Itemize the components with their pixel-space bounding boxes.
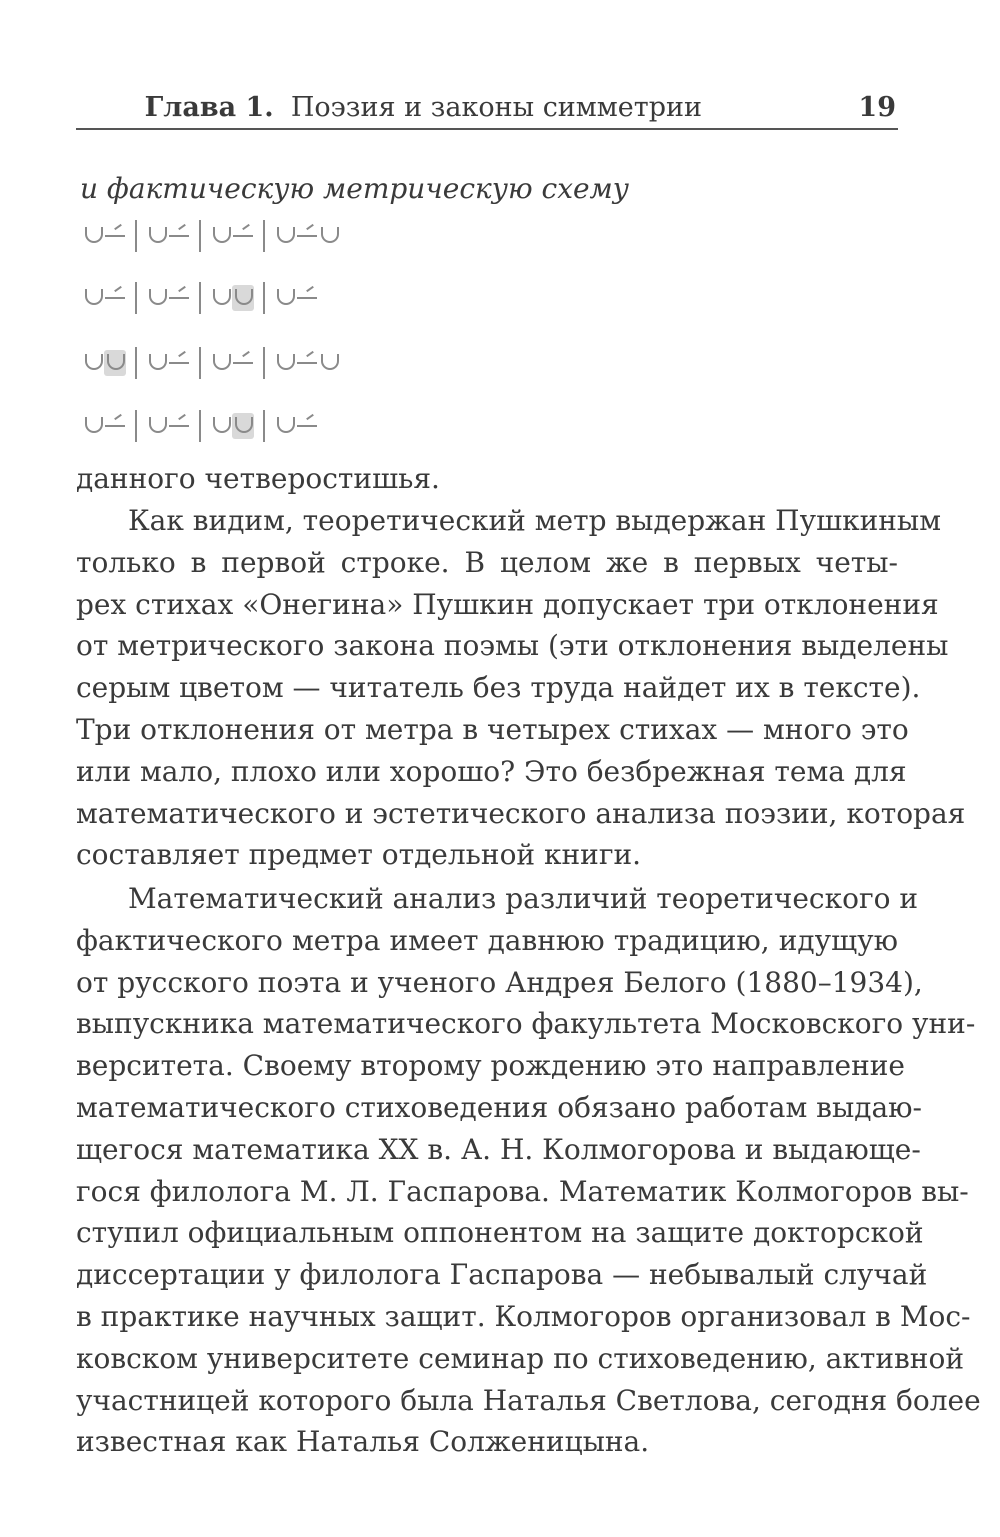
text-line: ступил официальным оппонентом на защите докторской bbox=[76, 1216, 924, 1250]
unstressed-syllable-mark bbox=[318, 223, 340, 249]
stressed-syllable-mark bbox=[296, 285, 318, 311]
text-line: рех стихах «Онегина» Пушкин допускает три отклонения bbox=[76, 587, 939, 621]
unstressed-syllable-mark bbox=[82, 285, 104, 311]
chapter-label: Глава 1. bbox=[144, 92, 274, 123]
chapter-title: Поэзия и законы симметрии bbox=[290, 92, 702, 123]
scheme-row-4 bbox=[82, 410, 318, 446]
text-line: гося филолога М. Л. Гаспарова. Математик Колмогоров вы- bbox=[76, 1174, 969, 1208]
unstressed-syllable-mark bbox=[274, 223, 296, 249]
text-line: математического и эстетического анализа поэзии, которая bbox=[76, 796, 966, 830]
text-line: данного четверостишья. bbox=[76, 462, 440, 495]
text-line: известная как Наталья Солженицына. bbox=[76, 1425, 650, 1459]
stressed-syllable-mark bbox=[296, 413, 318, 439]
foot-divider bbox=[135, 347, 137, 379]
page-number: 19 bbox=[858, 92, 896, 123]
unstressed-syllable-mark bbox=[82, 350, 104, 376]
unstressed-syllable-mark bbox=[82, 413, 104, 439]
scheme-intro: и фактическую метрическую схему bbox=[80, 172, 630, 205]
unstressed-syllable-mark bbox=[146, 350, 168, 376]
text-line: от метрического закона поэмы (эти отклонения выделены bbox=[76, 629, 949, 663]
stressed-syllable-mark bbox=[168, 223, 190, 249]
foot-divider bbox=[263, 410, 265, 442]
foot-divider bbox=[135, 220, 137, 252]
text-line: от русского поэта и ученого Андрея Белого (1880–1934), bbox=[76, 965, 923, 999]
foot-divider bbox=[263, 282, 265, 314]
text-line: математического стиховедения обязано работам выдаю- bbox=[76, 1090, 923, 1124]
text-line: или мало, плохо или хорошо? Это безбрежная тема для bbox=[76, 754, 907, 788]
stressed-syllable-mark bbox=[296, 350, 318, 376]
text-line: составляет предмет отдельной книги. bbox=[76, 838, 642, 872]
stressed-syllable-mark bbox=[232, 223, 254, 249]
unstressed-syllable-mark bbox=[274, 350, 296, 376]
text-line: щегося математика XX в. А. Н. Колмогорова и выдающе- bbox=[76, 1132, 921, 1166]
foot-divider bbox=[135, 282, 137, 314]
scheme-row-2 bbox=[82, 282, 318, 318]
text-line: фактического метра имеет давнюю традицию, идущую bbox=[76, 923, 898, 957]
stressed-syllable-mark bbox=[232, 350, 254, 376]
foot-divider bbox=[135, 410, 137, 442]
unstressed-syllable-mark bbox=[318, 350, 340, 376]
header-rule bbox=[76, 128, 898, 130]
paragraph-1 bbox=[76, 500, 966, 876]
text-line: только в первой строке. В целом же в первых четы- bbox=[76, 545, 898, 579]
unstressed-syllable-mark bbox=[146, 223, 168, 249]
unstressed-syllable-mark bbox=[146, 285, 168, 311]
unstressed-syllable-mark bbox=[146, 413, 168, 439]
foot-divider bbox=[199, 220, 201, 252]
stressed-syllable-mark bbox=[296, 223, 318, 249]
text-line: диссертации у филолога Гаспарова — небывалый случай bbox=[76, 1258, 928, 1292]
text-line: серым цветом — читатель без труда найдет их в тексте). bbox=[76, 671, 921, 705]
foot-divider bbox=[263, 220, 265, 252]
text-line: участницей которого была Наталья Светлова, сегодня более bbox=[76, 1383, 981, 1417]
unstressed-syllable-mark bbox=[210, 285, 232, 311]
text-line: Математический анализ различий теоретического и bbox=[128, 882, 919, 915]
foot-divider bbox=[199, 410, 201, 442]
stressed-syllable-mark bbox=[104, 223, 126, 249]
unstressed-syllable-mark bbox=[82, 223, 104, 249]
unstressed-syllable-mark bbox=[274, 413, 296, 439]
unstressed-syllable-mark bbox=[210, 413, 232, 439]
stressed-syllable-mark bbox=[104, 413, 126, 439]
unstressed-syllable-mark bbox=[210, 223, 232, 249]
running-header bbox=[76, 86, 898, 130]
deviation-syllable-mark bbox=[104, 350, 126, 376]
text-line: верситета. Своему второму рождению это направление bbox=[76, 1049, 905, 1083]
text-line: в практике научных защит. Колмогоров организовал в Мос- bbox=[76, 1299, 971, 1333]
foot-divider bbox=[263, 347, 265, 379]
stressed-syllable-mark bbox=[168, 350, 190, 376]
foot-divider bbox=[199, 347, 201, 379]
text-line: выпускника математического факультета Московского уни- bbox=[76, 1007, 976, 1041]
unstressed-syllable-mark bbox=[274, 285, 296, 311]
paragraph-0 bbox=[76, 458, 898, 500]
stressed-syllable-mark bbox=[168, 285, 190, 311]
foot-divider bbox=[199, 282, 201, 314]
stressed-syllable-mark bbox=[168, 413, 190, 439]
chapter-heading bbox=[145, 92, 702, 123]
deviation-syllable-mark bbox=[232, 285, 254, 311]
paragraph-2 bbox=[76, 878, 981, 1463]
unstressed-syllable-mark bbox=[210, 350, 232, 376]
scheme-row-3 bbox=[82, 347, 340, 383]
text-line: Три отклонения от метра в четырех стихах — много это bbox=[76, 712, 909, 746]
deviation-syllable-mark bbox=[232, 413, 254, 439]
text-line: ковском университете семинар по стиховедению, активной bbox=[76, 1341, 964, 1375]
stressed-syllable-mark bbox=[104, 285, 126, 311]
scheme-row-1 bbox=[82, 220, 340, 256]
text-line: Как видим, теоретический метр выдержан Пушкиным bbox=[128, 504, 941, 537]
